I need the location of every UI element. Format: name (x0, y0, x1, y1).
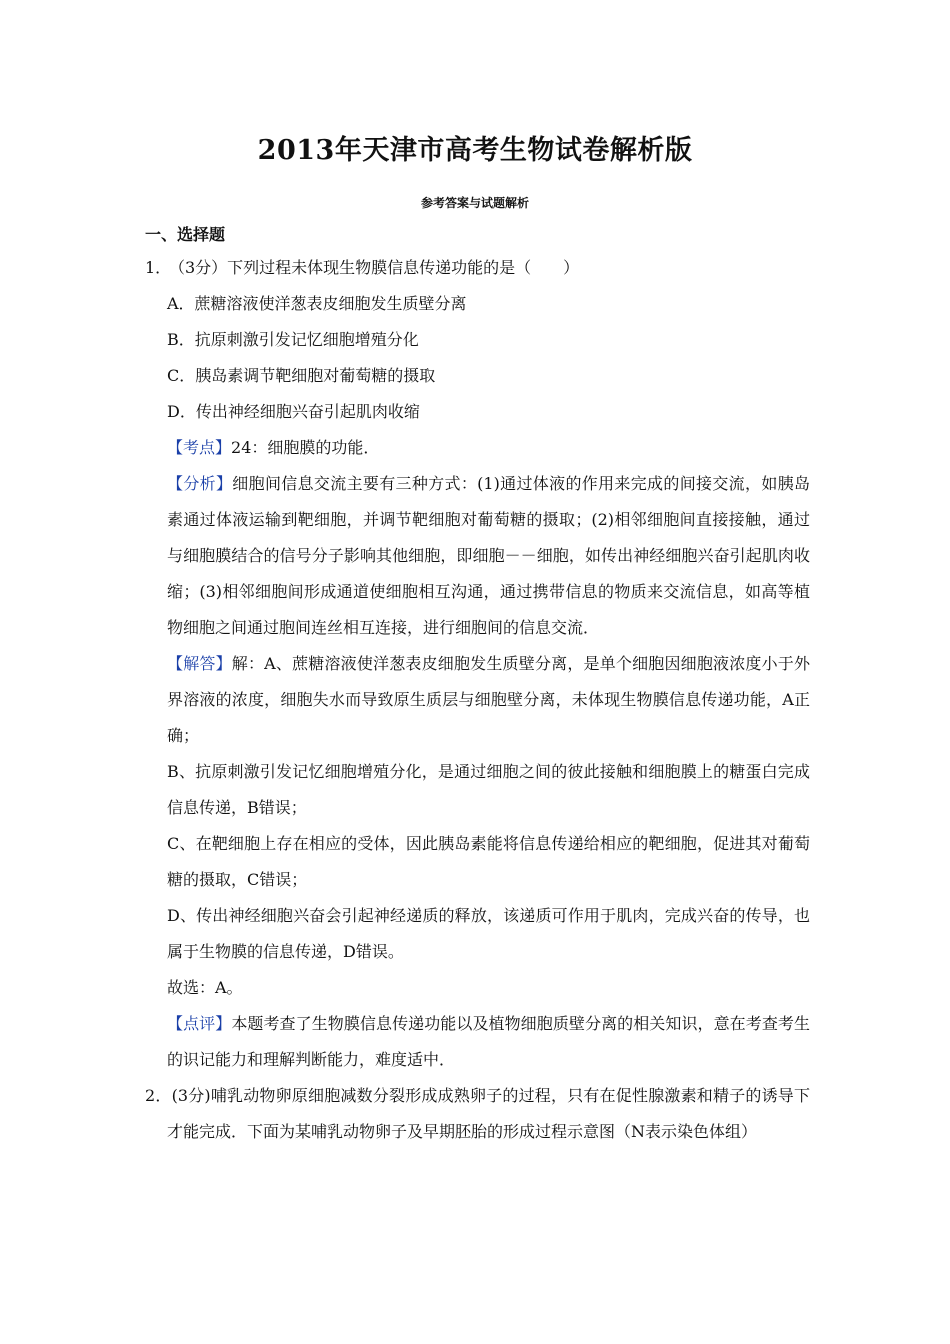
question-1-option-a: A．蔗糖溶液使洋葱表皮细胞发生质壁分离 (167, 294, 467, 313)
question-1-stem (145, 250, 810, 286)
jieda-b-text: B、抗原刺激引发记忆细胞增殖分化，是通过细胞之间的彼此接触和细胞膜上的糖蛋白完成信息传递，B错误； (167, 762, 810, 817)
fenxi-paragraph (145, 466, 810, 646)
page-subtitle: 参考答案与试题解析 (420, 196, 529, 210)
page-title: 2013年天津市高考生物试卷解析版 (257, 135, 693, 166)
question-1-text: （3分）下列过程未体现生物膜信息传递功能的是（ ） (169, 258, 580, 277)
question-1-option-b: B．抗原刺激引发记忆细胞增殖分化 (167, 330, 419, 349)
fenxi-tag: 【分析】 (167, 474, 233, 493)
jieda-a-text: 解：A、蔗糖溶液使洋葱表皮细胞发生质壁分离，是单个细胞因细胞液浓度小于外界溶液的浓度，细胞失水而导致原生质层与细胞壁分离，未体现生物膜信息传递功能，A正确； (167, 654, 810, 745)
kaodian-text: 24：细胞膜的功能． (231, 438, 380, 457)
dianping-text: 本题考查了生物膜信息传递功能以及植物细胞质壁分离的相关知识，意在考查考生的识记能力和理解判断能力，难度适中． (167, 1014, 810, 1069)
question-1-number: 1． (145, 258, 172, 277)
answer-line: 故选：A。 (167, 978, 243, 997)
jieda-c-text: C、在靶细胞上存在相应的受体，因此胰岛素能将信息传递给相应的靶细胞，促进其对葡萄糖的摄取，C错误； (167, 834, 810, 889)
jieda-tag: 【解答】 (167, 654, 232, 673)
question-content (145, 250, 810, 1150)
question-1-option-c: C．胰岛素调节靶细胞对葡萄糖的摄取 (167, 366, 436, 385)
fenxi-text: 细胞间信息交流主要有三种方式：(1)通过体液的作用来完成的间接交流，如胰岛素通过体液运输到靶细胞，并调节靶细胞对葡萄糖的摄取；(2)相邻细胞间直接接触，通过与细胞膜结合的信号分子影响其他细胞，即细胞－－细胞，如传出神经细胞兴奋引起肌肉收缩；(3)相邻细胞间形成通道使细胞相互沟通，通过携带信息的物质来交流信息，如高等植物细胞之间通过胞间连丝相互连接，进行细胞间的信息交流． (167, 474, 810, 637)
dianping-paragraph (145, 1006, 810, 1078)
question-1-option-d: D．传出神经细胞兴奋引起肌肉收缩 (167, 402, 420, 421)
dianping-tag: 【点评】 (167, 1014, 232, 1033)
question-2-text: (3分)哺乳动物卵原细胞减数分裂形成成熟卵子的过程，只有在促性腺激素和精子的诱导下才能完成．下面为某哺乳动物卵子及早期胚胎的形成过程示意图（N表示染色体组） (167, 1086, 810, 1141)
jieda-paragraph (145, 646, 810, 754)
section-heading: 一、选择题 (145, 225, 226, 244)
jieda-d-text: D、传出神经细胞兴奋会引起神经递质的释放，该递质可作用于肌肉，完成兴奋的传导，也属于生物膜的信息传递，D错误。 (167, 906, 810, 961)
question-2-number: 2． (145, 1086, 172, 1105)
question-2-stem (145, 1078, 810, 1150)
kaodian-tag: 【考点】 (167, 438, 232, 457)
kaodian-paragraph (145, 430, 810, 466)
